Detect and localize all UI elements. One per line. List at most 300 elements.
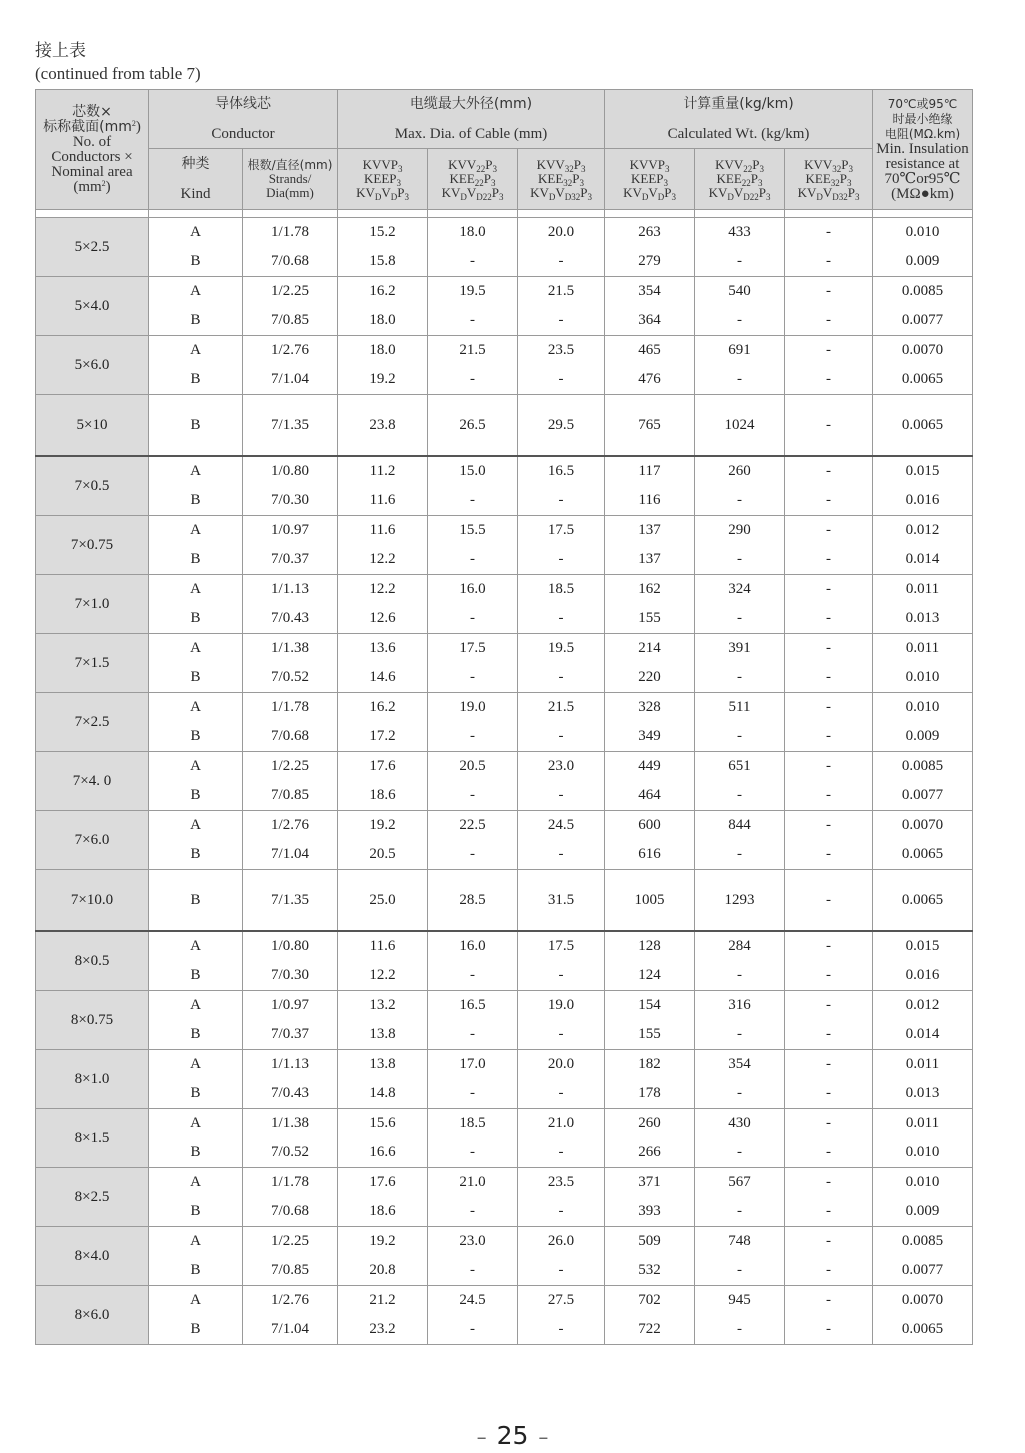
cell-dia-32p: 29.5 [518, 395, 605, 457]
cell-dia-vvp: 20.8 [338, 1256, 428, 1286]
cell-dia-vvp: 11.2 [338, 456, 428, 486]
cell-wt-32p: - [785, 840, 873, 870]
table-row [36, 840, 973, 870]
cell-strands: 7/0.68 [243, 247, 338, 277]
cell-wt-22p: - [695, 604, 785, 634]
cell-dia-22p: 17.5 [428, 634, 518, 664]
cell-wt-32p: - [785, 604, 873, 634]
cell-kind: B [149, 1256, 243, 1286]
cell-wt-22p: 691 [695, 336, 785, 366]
table-row [36, 1227, 973, 1257]
cell-dia-32p: - [518, 781, 605, 811]
cell-dia-vvp: 19.2 [338, 811, 428, 841]
cell-wt-22p: 540 [695, 277, 785, 307]
cell-strands: 1/1.38 [243, 634, 338, 664]
cell-dia-vvp: 15.8 [338, 247, 428, 277]
cell-insulation: 0.0065 [873, 365, 973, 395]
cell-wt-32p: - [785, 395, 873, 457]
cell-dia-vvp: 18.6 [338, 1197, 428, 1227]
cell-wt-22p: - [695, 1256, 785, 1286]
cell-dia-vvp: 18.0 [338, 306, 428, 336]
cell-insulation: 0.014 [873, 1020, 973, 1050]
header-model-22p: $KVV_{22}P_3$ $KEE_{22}P_3$ $KV_DV_{D22}P_3$ [428, 149, 518, 210]
cell-dia-vvp: 23.8 [338, 395, 428, 457]
cell-dia-vvp: 11.6 [338, 516, 428, 546]
cell-strands: 1/1.78 [243, 1168, 338, 1198]
cell-wt-32p: - [785, 1227, 873, 1257]
cell-wt-32p: - [785, 663, 873, 693]
cell-wt-32p: - [785, 575, 873, 605]
table-row [36, 247, 973, 277]
cell-strands: 1/2.76 [243, 1286, 338, 1316]
cell-strands: 7/1.04 [243, 1315, 338, 1345]
table-row [36, 811, 973, 841]
cell-wt-32p: - [785, 336, 873, 366]
cell-dia-32p: - [518, 545, 605, 575]
cell-wt-32p: - [785, 1256, 873, 1286]
cell-insulation: 0.010 [873, 693, 973, 723]
cell-insulation: 0.0085 [873, 752, 973, 782]
cell-wt-vvp: 354 [605, 277, 695, 307]
cell-wt-vvp: 279 [605, 247, 695, 277]
cell-dia-vvp: 14.8 [338, 1079, 428, 1109]
cell-wt-vvp: 722 [605, 1315, 695, 1345]
table-row [36, 1256, 973, 1286]
cell-insulation: 0.012 [873, 991, 973, 1021]
cell-wt-vvp: 509 [605, 1227, 695, 1257]
cell-size: 7×6.0 [36, 811, 149, 870]
table-row [36, 306, 973, 336]
cell-wt-32p: - [785, 693, 873, 723]
cell-wt-22p: - [695, 961, 785, 991]
cell-insulation: 0.0065 [873, 840, 973, 870]
cell-insulation: 0.010 [873, 218, 973, 248]
cell-insulation: 0.012 [873, 516, 973, 546]
cell-dia-vvp: 11.6 [338, 486, 428, 516]
cell-kind: A [149, 1050, 243, 1080]
cell-insulation: 0.011 [873, 1050, 973, 1080]
cell-dia-22p: - [428, 781, 518, 811]
cell-kind: B [149, 1315, 243, 1345]
table-row [36, 395, 973, 457]
cell-kind: A [149, 336, 243, 366]
cell-dia-32p: 21.5 [518, 693, 605, 723]
cell-dia-32p: - [518, 961, 605, 991]
header-max-diameter: 电缆最大外径(mm) Max. Dia. of Cable (mm) [338, 90, 605, 149]
cell-kind: A [149, 991, 243, 1021]
cell-wt-vvp: 465 [605, 336, 695, 366]
cell-dia-22p: - [428, 604, 518, 634]
cell-kind: B [149, 365, 243, 395]
cell-wt-22p: - [695, 1079, 785, 1109]
cell-wt-32p: - [785, 870, 873, 932]
cell-dia-22p: 24.5 [428, 1286, 518, 1316]
cell-insulation: 0.0065 [873, 395, 973, 457]
cell-dia-32p: - [518, 1020, 605, 1050]
header-model-32p: $KVV_{32}P_3$ $KEE_{32}P_3$ $KV_DV_{D32}P_3$ [518, 149, 605, 210]
table-row [36, 634, 973, 664]
cell-wt-vvp: 220 [605, 663, 695, 693]
cell-wt-vvp: 328 [605, 693, 695, 723]
cell-wt-32p: - [785, 634, 873, 664]
table-row [36, 1197, 973, 1227]
cell-size: 5×6.0 [36, 336, 149, 395]
cell-wt-vvp: 260 [605, 1109, 695, 1139]
cell-wt-22p: 1024 [695, 395, 785, 457]
cell-wt-vvp: 476 [605, 365, 695, 395]
cell-dia-22p: - [428, 365, 518, 395]
cell-dia-22p: 16.0 [428, 575, 518, 605]
cell-insulation: 0.0077 [873, 781, 973, 811]
cell-dia-32p: - [518, 1197, 605, 1227]
page-number-text: 25 [496, 1421, 529, 1450]
cell-kind: B [149, 247, 243, 277]
cell-kind: A [149, 1286, 243, 1316]
cell-dia-22p: - [428, 1256, 518, 1286]
cell-dia-32p: 17.5 [518, 931, 605, 961]
cell-dia-vvp: 20.5 [338, 840, 428, 870]
cell-dia-vvp: 19.2 [338, 1227, 428, 1257]
cell-kind: A [149, 1109, 243, 1139]
cell-dia-32p: - [518, 365, 605, 395]
table-row [36, 456, 973, 486]
cell-kind: A [149, 1227, 243, 1257]
cell-strands: 1/0.97 [243, 991, 338, 1021]
cell-insulation: 0.0085 [873, 277, 973, 307]
cell-wt-22p: - [695, 663, 785, 693]
header-strands: 根数/直径(mm) Strands/ Dia(mm) [243, 149, 338, 210]
cell-wt-22p: 651 [695, 752, 785, 782]
cell-wt-vvp: 702 [605, 1286, 695, 1316]
cell-dia-32p: 20.0 [518, 218, 605, 248]
cell-wt-32p: - [785, 545, 873, 575]
table-row [36, 336, 973, 366]
cell-strands: 7/0.52 [243, 663, 338, 693]
cell-insulation: 0.011 [873, 634, 973, 664]
table-row [36, 1315, 973, 1345]
cell-kind: A [149, 1168, 243, 1198]
cell-dia-22p: 22.5 [428, 811, 518, 841]
cell-kind: B [149, 604, 243, 634]
cell-strands: 7/0.30 [243, 486, 338, 516]
cell-wt-22p: - [695, 486, 785, 516]
cell-insulation: 0.0070 [873, 336, 973, 366]
cell-size: 7×0.5 [36, 456, 149, 516]
cell-dia-32p: 19.0 [518, 991, 605, 1021]
cell-wt-vvp: 765 [605, 395, 695, 457]
cell-kind: B [149, 395, 243, 457]
cell-dia-vvp: 16.2 [338, 277, 428, 307]
cell-wt-vvp: 162 [605, 575, 695, 605]
continued-note-en: (continued from table 7) [35, 64, 201, 83]
cell-wt-22p: 316 [695, 991, 785, 1021]
cell-dia-vvp: 25.0 [338, 870, 428, 932]
cell-wt-32p: - [785, 931, 873, 961]
cell-dia-vvp: 15.2 [338, 218, 428, 248]
cell-size: 7×10.0 [36, 870, 149, 932]
header-insulation-resistance: 70℃或95℃ 时最小绝缘 电阻(MΩ.km) Min. Insulation resistance at 70℃or95℃ (MΩ●km) [873, 90, 973, 210]
cell-wt-22p: 391 [695, 634, 785, 664]
cell-wt-32p: - [785, 1315, 873, 1345]
cell-dia-22p: 26.5 [428, 395, 518, 457]
cell-wt-22p: - [695, 722, 785, 752]
cell-dia-32p: 21.5 [518, 277, 605, 307]
cell-wt-vvp: 349 [605, 722, 695, 752]
cell-strands: 1/2.25 [243, 277, 338, 307]
cell-dia-32p: 19.5 [518, 634, 605, 664]
page-number: – 25 – [476, 1421, 549, 1450]
cell-strands: 7/0.43 [243, 1079, 338, 1109]
cell-strands: 1/2.25 [243, 752, 338, 782]
cell-strands: 1/0.80 [243, 456, 338, 486]
cell-dia-vvp: 11.6 [338, 931, 428, 961]
cell-dia-vvp: 21.2 [338, 1286, 428, 1316]
cell-wt-32p: - [785, 781, 873, 811]
cell-insulation: 0.015 [873, 456, 973, 486]
cell-wt-vvp: 393 [605, 1197, 695, 1227]
cell-strands: 1/1.78 [243, 693, 338, 723]
cell-kind: B [149, 306, 243, 336]
cell-insulation: 0.013 [873, 1079, 973, 1109]
cell-wt-vvp: 449 [605, 752, 695, 782]
cell-dia-22p: 21.0 [428, 1168, 518, 1198]
cell-wt-vvp: 178 [605, 1079, 695, 1109]
table-body [36, 210, 973, 1345]
cell-wt-22p: 324 [695, 575, 785, 605]
cell-wt-vvp: 1005 [605, 870, 695, 932]
cell-dia-22p: - [428, 545, 518, 575]
header-conductor: 导体线芯 Conductor [149, 90, 338, 149]
cell-dia-22p: 19.5 [428, 277, 518, 307]
cell-wt-vvp: 182 [605, 1050, 695, 1080]
cell-strands: 1/2.76 [243, 811, 338, 841]
cell-kind: A [149, 218, 243, 248]
cell-wt-22p: 567 [695, 1168, 785, 1198]
cell-wt-22p: 354 [695, 1050, 785, 1080]
table-row [36, 1020, 973, 1050]
table-row [36, 1286, 973, 1316]
cell-insulation: 0.009 [873, 247, 973, 277]
cell-wt-vvp: 532 [605, 1256, 695, 1286]
cell-dia-vvp: 12.6 [338, 604, 428, 634]
cell-wt-22p: 430 [695, 1109, 785, 1139]
table-row [36, 604, 973, 634]
cell-wt-22p: - [695, 1020, 785, 1050]
cell-wt-32p: - [785, 277, 873, 307]
table-row [36, 545, 973, 575]
cell-strands: 7/1.35 [243, 395, 338, 457]
cell-kind: B [149, 1197, 243, 1227]
cell-dia-32p: 20.0 [518, 1050, 605, 1080]
cell-dia-22p: 16.0 [428, 931, 518, 961]
cell-dia-32p: - [518, 306, 605, 336]
cell-dia-32p: 17.5 [518, 516, 605, 546]
cell-wt-32p: - [785, 486, 873, 516]
cell-wt-vvp: 116 [605, 486, 695, 516]
header-weight-model-32p: $KVV_{32}P_3$ $KEE_{32}P_3$ $KV_DV_{D32}P_3$ [785, 149, 873, 210]
cell-dia-22p: - [428, 663, 518, 693]
cell-dia-vvp: 19.2 [338, 365, 428, 395]
cell-insulation: 0.015 [873, 931, 973, 961]
table-row [36, 752, 973, 782]
cell-dia-32p: 31.5 [518, 870, 605, 932]
table-row [36, 486, 973, 516]
cell-dia-vvp: 18.6 [338, 781, 428, 811]
cell-wt-vvp: 371 [605, 1168, 695, 1198]
cell-size: 8×1.0 [36, 1050, 149, 1109]
cell-wt-22p: - [695, 840, 785, 870]
cell-dia-22p: - [428, 1020, 518, 1050]
cell-dia-vvp: 12.2 [338, 545, 428, 575]
cell-wt-22p: - [695, 1197, 785, 1227]
cell-wt-22p: - [695, 306, 785, 336]
cell-dia-vvp: 13.6 [338, 634, 428, 664]
cell-dia-32p: - [518, 722, 605, 752]
cell-wt-32p: - [785, 1109, 873, 1139]
cell-dia-22p: - [428, 306, 518, 336]
cell-wt-32p: - [785, 961, 873, 991]
table-row [36, 1079, 973, 1109]
cell-wt-vvp: 124 [605, 961, 695, 991]
cell-dia-vvp: 17.6 [338, 752, 428, 782]
table-row [36, 991, 973, 1021]
cell-dia-32p: 27.5 [518, 1286, 605, 1316]
cell-kind: A [149, 634, 243, 664]
cell-wt-22p: - [695, 247, 785, 277]
cell-wt-22p: 748 [695, 1227, 785, 1257]
cell-dia-22p: 23.0 [428, 1227, 518, 1257]
cell-size: 7×1.5 [36, 634, 149, 693]
cell-wt-vvp: 128 [605, 931, 695, 961]
cell-kind: B [149, 486, 243, 516]
cell-size: 7×0.75 [36, 516, 149, 575]
cell-wt-22p: - [695, 1138, 785, 1168]
cell-strands: 7/1.04 [243, 840, 338, 870]
cell-dia-vvp: 14.6 [338, 663, 428, 693]
cell-strands: 7/0.37 [243, 1020, 338, 1050]
cell-wt-vvp: 154 [605, 991, 695, 1021]
cell-strands: 7/0.37 [243, 545, 338, 575]
cell-size: 8×6.0 [36, 1286, 149, 1345]
cell-dia-vvp: 13.2 [338, 991, 428, 1021]
cell-wt-vvp: 464 [605, 781, 695, 811]
cell-strands: 1/0.80 [243, 931, 338, 961]
cell-strands: 1/0.97 [243, 516, 338, 546]
cell-size: 8×0.75 [36, 991, 149, 1050]
table-row [36, 516, 973, 546]
cell-insulation: 0.011 [873, 575, 973, 605]
cell-wt-32p: - [785, 1020, 873, 1050]
table-row [36, 1138, 973, 1168]
cell-wt-22p: 1293 [695, 870, 785, 932]
cell-dia-32p: 16.5 [518, 456, 605, 486]
cell-strands: 1/1.13 [243, 1050, 338, 1080]
cell-wt-32p: - [785, 991, 873, 1021]
cell-dia-32p: 23.5 [518, 1168, 605, 1198]
cell-dia-32p: 26.0 [518, 1227, 605, 1257]
header-kind: 种类 Kind [149, 149, 243, 210]
cell-strands: 7/0.52 [243, 1138, 338, 1168]
cell-dia-vvp: 12.2 [338, 575, 428, 605]
cell-kind: A [149, 516, 243, 546]
cell-wt-22p: 260 [695, 456, 785, 486]
cell-insulation: 0.0065 [873, 1315, 973, 1345]
cell-wt-vvp: 155 [605, 1020, 695, 1050]
cell-insulation: 0.010 [873, 663, 973, 693]
cell-wt-vvp: 600 [605, 811, 695, 841]
cell-dia-22p: - [428, 1079, 518, 1109]
cell-size: 8×2.5 [36, 1168, 149, 1227]
cell-dia-22p: 15.0 [428, 456, 518, 486]
cell-strands: 1/2.76 [243, 336, 338, 366]
cell-wt-32p: - [785, 1050, 873, 1080]
cell-wt-32p: - [785, 1138, 873, 1168]
cell-dia-22p: 28.5 [428, 870, 518, 932]
cell-insulation: 0.016 [873, 961, 973, 991]
cell-strands: 7/0.85 [243, 781, 338, 811]
cell-insulation: 0.0065 [873, 870, 973, 932]
table-row [36, 931, 973, 961]
cell-dia-vvp: 17.6 [338, 1168, 428, 1198]
cell-dia-22p: - [428, 1315, 518, 1345]
cell-wt-22p: 511 [695, 693, 785, 723]
cell-dia-vvp: 15.6 [338, 1109, 428, 1139]
cell-wt-vvp: 117 [605, 456, 695, 486]
table-row [36, 1168, 973, 1198]
cell-size: 8×4.0 [36, 1227, 149, 1286]
cell-size: 8×0.5 [36, 931, 149, 991]
cell-dia-32p: - [518, 604, 605, 634]
cell-dia-22p: 17.0 [428, 1050, 518, 1080]
cell-kind: A [149, 693, 243, 723]
cell-wt-vvp: 155 [605, 604, 695, 634]
table-row [36, 693, 973, 723]
cell-dia-32p: 24.5 [518, 811, 605, 841]
cell-kind: B [149, 781, 243, 811]
cell-dia-vvp: 18.0 [338, 336, 428, 366]
cell-insulation: 0.0085 [873, 1227, 973, 1257]
cell-size: 7×1.0 [36, 575, 149, 634]
cell-strands: 1/1.78 [243, 218, 338, 248]
cell-wt-vvp: 266 [605, 1138, 695, 1168]
cell-strands: 7/0.85 [243, 1256, 338, 1286]
table-row [36, 961, 973, 991]
cell-strands: 1/2.25 [243, 1227, 338, 1257]
cell-kind: A [149, 811, 243, 841]
cell-dia-32p: 21.0 [518, 1109, 605, 1139]
cell-kind: B [149, 1138, 243, 1168]
cell-kind: B [149, 840, 243, 870]
cell-wt-22p: - [695, 781, 785, 811]
table-row [36, 1109, 973, 1139]
cell-strands: 7/0.43 [243, 604, 338, 634]
cell-kind: B [149, 1079, 243, 1109]
cell-kind: B [149, 1020, 243, 1050]
cell-insulation: 0.009 [873, 1197, 973, 1227]
cell-dia-vvp: 17.2 [338, 722, 428, 752]
cell-wt-32p: - [785, 516, 873, 546]
cell-insulation: 0.0070 [873, 1286, 973, 1316]
cell-dia-22p: 20.5 [428, 752, 518, 782]
cell-dia-22p: 21.5 [428, 336, 518, 366]
cell-dia-22p: 16.5 [428, 991, 518, 1021]
cell-kind: B [149, 870, 243, 932]
cell-kind: A [149, 575, 243, 605]
cell-strands: 7/1.04 [243, 365, 338, 395]
cell-dia-22p: - [428, 247, 518, 277]
cell-wt-vvp: 364 [605, 306, 695, 336]
cell-dia-22p: - [428, 1197, 518, 1227]
